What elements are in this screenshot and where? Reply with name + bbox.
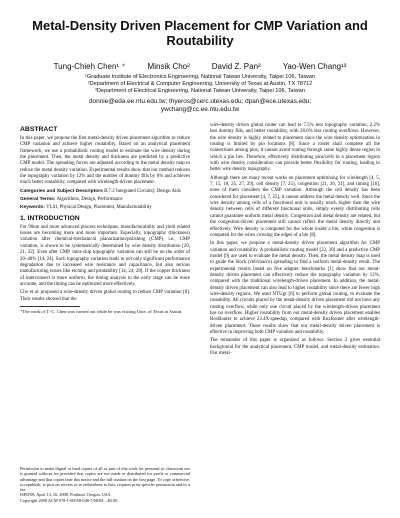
affiliation: ¹Graduate Institute of Electronics Engineering, National Taiwan University, Taipei 106, Taiwan <box>85 74 315 80</box>
general-terms <box>20 197 190 203</box>
affiliation: ²Department of Electrical & Computer Engineering, University of Texas at Austin, TX 78712 <box>87 81 313 88</box>
right-column <box>210 123 380 359</box>
keywords-label: Keywords: <box>20 205 46 211</box>
abstract-text: In this paper, we propose the first metal-density driven placement algorithm to reduce CMP variation and achieve higher routability. Based on an analytical placement framework, we use a probabilistic routing model to estimate the wire density during the placement. Then, the metal density and thickness are predicted by a predictive CMP model. The spreading forces are adjusted according to the metal density map to reduce the metal density variation. Experimental results show that our method reduces the topography variation by 12% and the number of dummy fills by 6% and achieves much better routability, compared with wirelength-driven placement. <box>20 136 190 186</box>
author-emails <box>0 98 400 114</box>
categories-label: Categories and Subject Descriptors <box>20 188 103 194</box>
paper-title: Metal-Density Driven Placement for CMP Variation and Routability <box>32 18 368 48</box>
author: David Z. Pan² <box>211 62 261 71</box>
author: Minsik Cho² <box>147 62 190 71</box>
abstract-heading: ABSTRACT <box>20 126 58 133</box>
email-line: donnie@eda.ee.ntu.edu.tw; thyeros@cerc.utexas.edu; dpan@ece.utexas.edu; <box>89 98 311 105</box>
intro-paragraph: Cho et al. proposed a wire-density driven global routing to reduce CMP variation [8]. Their results showed that the <box>20 290 190 302</box>
general-terms-label: General Terms: <box>20 197 56 203</box>
left-column <box>20 123 190 315</box>
general-terms-text: Algorithms, Design, Performance <box>56 197 123 203</box>
keywords <box>20 205 190 211</box>
body-paragraph: In this paper, we propose a metal-density driven placement algorithm for CMP variation and routability. A probabilistic routing model [22, 30] and a predictive CMP model [9] are used to evaluate the metal density. Then, the metal density map is used to guide the block (cell/macro) spreading to find a uniform metal-density result. The experimental results based on five adaptec benchmarks [1] show that our metal-density driven placement can effectively reduce the topography variation by 12%, compared with the traditional wirelength-driven placement. In addition, the metal-density driven placement can also lead to higher routability since there are fewer high wire-density regions. We used NTUgr [6] to perform global routing, to evaluate the routability. All circuits placed by the metal-density driven placement did not have any routing overflow, while only one circuit placed by the wirelength-driven placement has no overflow. Higher routability from our metal-density driven placement enables BoxRouter to achieve 23.4X-speedup, compared with BoxRouter after wirelength-driven placement. These results show that our metal-density driven placement is effective in improving both CMP variation and routability. <box>210 241 380 335</box>
footnote: ⁺The work of T.-C. Chen was carried out while he was visiting Univ. of Texas at Austin. <box>20 308 183 314</box>
permission-block <box>20 466 190 503</box>
conference-info: ISPD'08, April 13–16, 2008, Portland, Oregon, USA. <box>20 492 112 498</box>
author: Tung-Chieh Chen¹ ⁺ <box>53 62 126 71</box>
categories-text: B.7.2 Integrated Circuits]: Design Aids <box>104 188 181 194</box>
categories <box>20 189 190 195</box>
introduction-heading: 1. INTRODUCTION <box>20 214 80 222</box>
permission-notice: Permission to make digital or hard copies of all or part of this work for personal or classroom use is granted without fee provided that copies are not made or distributed for profit or commercial advantage and that copies bear this notice and the full citation on the first page. To copy otherwise, to republish, to post on servers or to redistribute to lists, requires prior specific permission and/or a fee. <box>20 466 190 493</box>
body-paragraph: Although there are many recent works on placement optimizing for wirelength [4, 5, 7, 15, 18, 25, 27, 29], cell density [7, 25], congestion [21, 26, 31], and timing [16], none of them considers the CMP variation. Although the cell density has been considered for placement [4, 7, 25], it cannot address the metal density well. Since the wire density among cells of a functional unit is usually much higher than the wire density between cells of different functional units, simply evenly distributing cells cannot guarantee uniform metal density. Congestion and metal density are related, but the congestion-driven placement still cannot reflect the metal density directly and effectively. Wire density is computed for the whole inside a bin, while congestion is computed for the wires crossing the edges of a bin [8]. <box>210 175 380 238</box>
footnote-rule <box>20 306 80 307</box>
intro-paragraph: For 90nm and more advanced process techniques, manufacturability and yield related issues are becoming more and more important. Especially, topography (thickness) variation after chemical-mechanical planarization/polishing (CMP), i.e., CMP variation, is shown to be systematically determined by wire density distribution [20, 21, 32]. Even after CMP, intra-chip topography variation can still be on the order of 20–40% [14, 24]. Such topography variation leads to not only significant performance degradation due to increased wire resistance and capacitance, but also serious manufacturing issues like etching and printability [14, 24, 28]. If the copper thickness of interconnect is more uniform, the timing analysis in the early stage can be more accurate, and the timing can be optimized more effectively. <box>20 224 190 287</box>
author-list <box>0 62 400 71</box>
affiliations <box>0 74 400 96</box>
copyright-notice: Copyright 2008 ACM 978-1-60558-048-7/08/04 ...$5.00. <box>20 497 119 503</box>
body-paragraph: wire-density driven global router can lead to 7.5% less topography variation, 2.2% less dummy fills, and better routability, with 28.6% less routing overflows. However, the wire density is highly related to placement since the wire density optimization in routing is limited by pin locations [8]. Since a router shall complete all the connections among pins, it cannot avoid routing through some highly dense region in which a pin lies. Therefore, effectively distributing pins/cells in a placement region with wire density consideration can provide better flexibility for routing, leading to better wire density topography. <box>210 123 380 173</box>
body-paragraph: The remainder of this paper is organized as follows. Section 2 gives essential background for the analytical placement, CMP model, and metal-density estimation. Our metal- <box>210 338 380 357</box>
keywords-text: VLSI, Physical Design, Placement, Manufacturability <box>46 205 152 211</box>
affiliation: ³Department of Electrical Engineering, National Taiwan University, Taipei 106, Taiwan <box>94 88 306 95</box>
email-line: ywchang@cc.ee.ntu.edu.tw <box>160 106 240 113</box>
author: Yao-Wen Chang¹³ <box>282 62 347 71</box>
